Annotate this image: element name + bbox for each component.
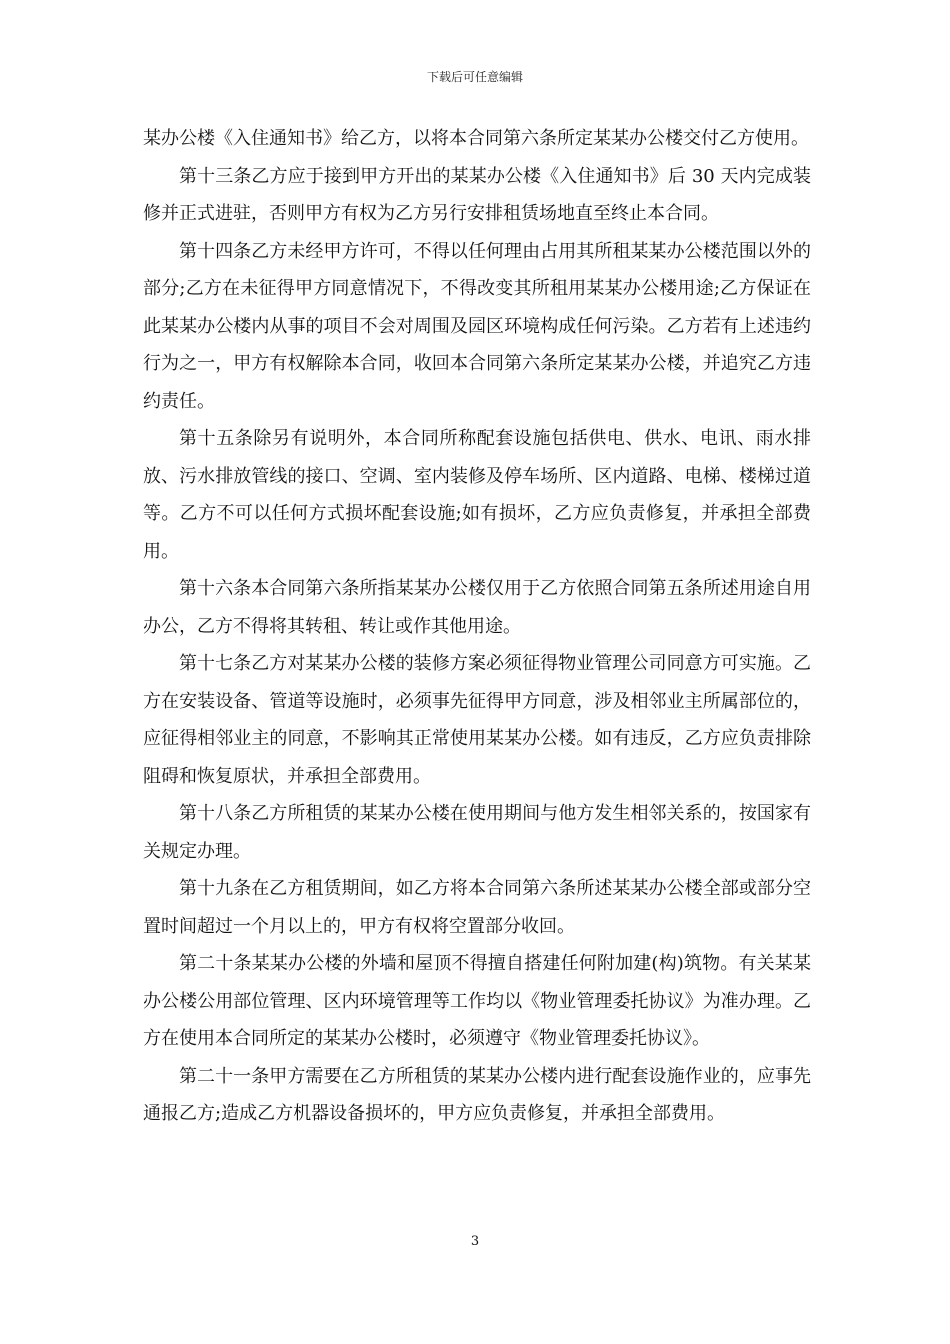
paragraph: 第十五条除另有说明外，本合同所称配套设施包括供电、供水、电讯、雨水排放、污水排放管线的接口、空调、室内装修及停车场所、区内道路、电梯、楼梯过道等。乙方不可以任何方式损坏配套设施;如有损坏，乙方应负责修复，并承担全部费用。 xyxy=(143,428,811,562)
page-header: 下载后可任意编辑 xyxy=(426,70,523,84)
paragraph: 第十六条本合同第六条所指某某办公楼仅用于乙方依照合同第五条所述用途自用办公，乙方不得将其转租、转让或作其他用途。 xyxy=(143,578,811,637)
paragraph: 第二十条某某办公楼的外墙和屋顶不得擅自搭建任何附加建(构)筑物。有关某某办公楼公用部位管理、区内环境管理等工作均以《物业管理委托协议》为准办理。乙方在使用本合同所定的某某办公楼时，必须遵守《物业管理委托协议》。 xyxy=(143,953,811,1049)
paragraph: 第十八条乙方所租赁的某某办公楼在使用期间与他方发生相邻关系的，按国家有关规定办理。 xyxy=(143,803,811,862)
paragraph: 某办公楼《入住通知书》给乙方，以将本合同第六条所定某某办公楼交付乙方使用。 xyxy=(143,128,809,149)
document-body xyxy=(143,120,811,1133)
paragraph: 第十七条乙方对某某办公楼的装修方案必须征得物业管理公司同意方可实施。乙方在安装设备、管道等设施时，必须事先征得甲方同意，涉及相邻业主所属部位的，应征得相邻业主的同意，不影响其正常使用某某办公楼。如有违反，乙方应负责排除阻碍和恢复原状，并承担全部费用。 xyxy=(143,653,811,787)
paragraph: 第二十一条甲方需要在乙方所租赁的某某办公楼内进行配套设施作业的，应事先通报乙方;造成乙方机器设备损坏的，甲方应负责修复，并承担全部费用。 xyxy=(143,1065,811,1124)
paragraph: 第十九条在乙方租赁期间，如乙方将本合同第六条所述某某办公楼全部或部分空置时间超过一个月以上的，甲方有权将空置部分收回。 xyxy=(143,878,811,937)
paragraph: 第十三条乙方应于接到甲方开出的某某办公楼《入住通知书》后 30 天内完成装修并正式进驻，否则甲方有权为乙方另行安排租赁场地直至终止本合同。 xyxy=(143,165,811,224)
paragraph: 第十四条乙方未经甲方许可，不得以任何理由占用其所租某某办公楼范围以外的部分;乙方在未征得甲方同意情况下，不得改变其所租用某某办公楼用途;乙方保证在此某某办公楼内从事的项目不会对周围及园区环境构成任何污染。乙方若有上述违约行为之一，甲方有权解除本合同，收回本合同第六条所定某某办公楼，并追究乙方违约责任。 xyxy=(143,240,811,412)
page-number: 3 xyxy=(470,1234,480,1249)
